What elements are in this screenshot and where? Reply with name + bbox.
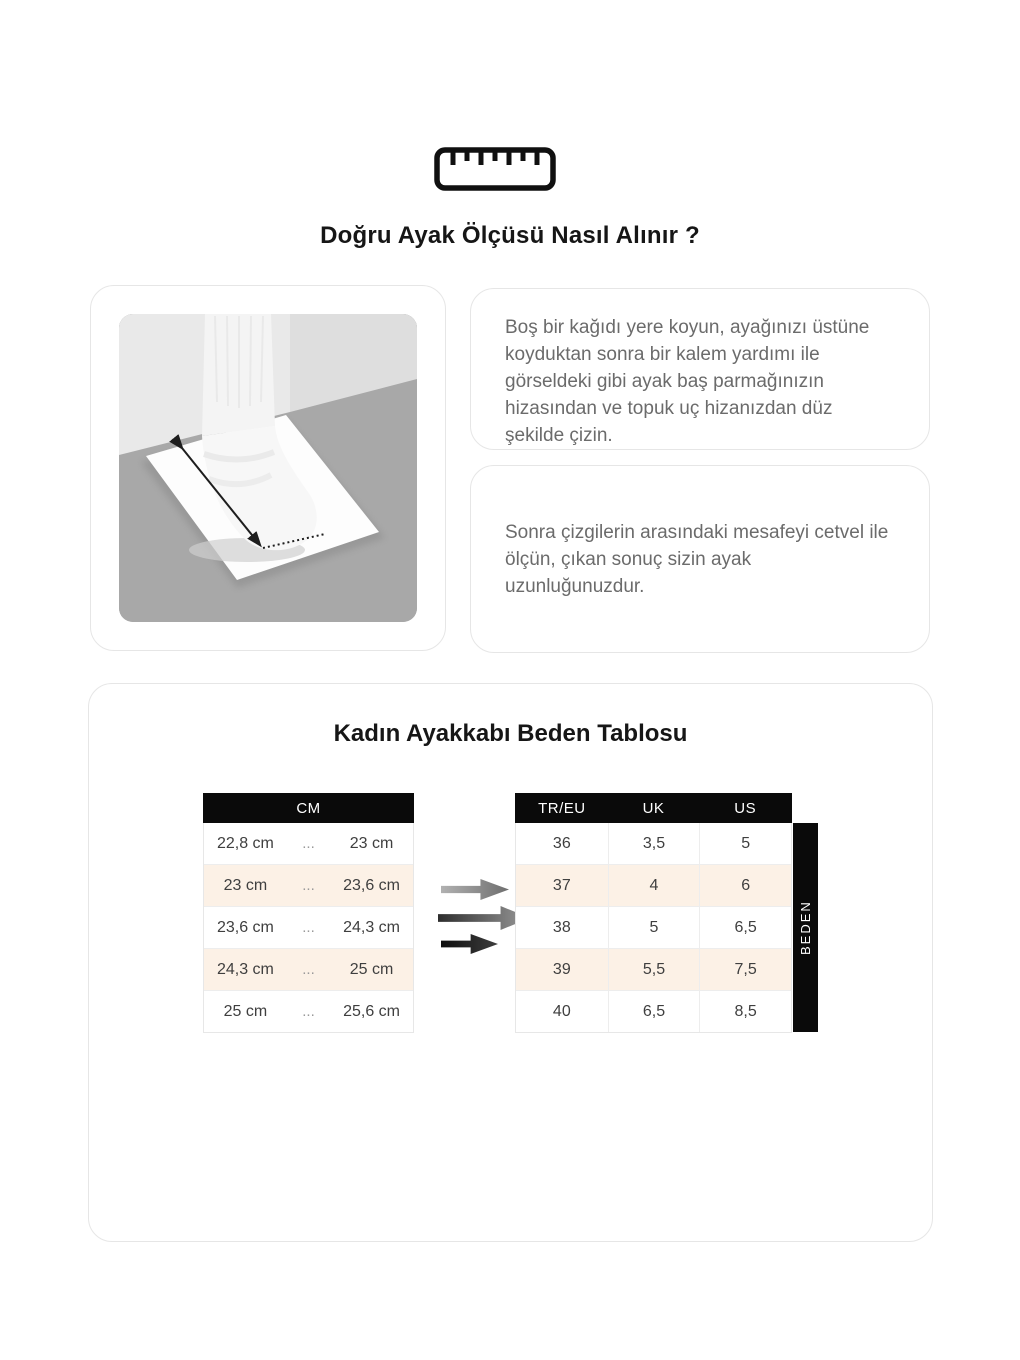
instruction-card-1 <box>470 288 930 450</box>
range-dots: ... <box>302 1003 315 1020</box>
cm-table <box>203 793 414 1033</box>
header-uk: UK <box>642 799 665 817</box>
size-tr-eu: 40 <box>552 1002 571 1020</box>
size-chart-card <box>88 683 933 1242</box>
range-dots: ... <box>302 835 315 852</box>
size-tr-eu: 39 <box>552 960 571 978</box>
size-tr-eu: 38 <box>552 918 571 936</box>
measurement-photo-card <box>90 285 446 651</box>
range-dots: ... <box>302 919 315 936</box>
cm-min: 23,6 cm <box>216 918 274 936</box>
cm-table-row <box>204 906 413 948</box>
arrow-right-icon <box>441 934 498 954</box>
cm-max: 23 cm <box>349 834 394 852</box>
beden-side-label: BEDEN <box>793 823 818 1032</box>
cm-table-row <box>204 864 413 906</box>
size-uk: 5,5 <box>608 949 700 990</box>
size-uk: 5 <box>608 907 700 948</box>
cm-table-row <box>204 823 413 864</box>
size-us: 6,5 <box>699 907 791 948</box>
size-row <box>516 823 791 864</box>
size-row <box>516 906 791 948</box>
instruction-step-1: Boş bir kağıdı yere koyun, ayağınızı üstüne koyduktan sonra bir kalem yardımı ile görseldeki gibi ayak baş parmağınızın hizasından ve topuk uç hizanızdan düz şekilde çizin. <box>505 317 870 446</box>
size-us: 5 <box>699 823 791 864</box>
range-dots: ... <box>302 877 315 894</box>
size-row <box>516 948 791 990</box>
foot-measurement-photo <box>119 314 417 622</box>
size-conversion-header <box>515 793 792 823</box>
cm-table-row <box>204 948 413 990</box>
cm-min: 24,3 cm <box>216 960 274 978</box>
cm-max: 25,6 cm <box>343 1002 400 1020</box>
cm-max: 24,3 cm <box>343 918 400 936</box>
size-uk: 3,5 <box>608 823 700 864</box>
size-tr-eu: 36 <box>552 834 571 852</box>
cm-min: 22,8 cm <box>216 834 274 852</box>
page-title: Doğru Ayak Ölçüsü Nasıl Alınır ? <box>320 222 700 249</box>
cm-max: 25 cm <box>349 960 394 978</box>
header-us: US <box>734 799 757 817</box>
size-us: 7,5 <box>699 949 791 990</box>
size-row <box>516 864 791 906</box>
arrow-right-icon <box>441 879 509 900</box>
cm-max: 23,6 cm <box>343 876 400 894</box>
size-us: 8,5 <box>699 991 791 1032</box>
instruction-step-2: Sonra çizgilerin arasındaki mesafeyi cetvel ile ölçün, çıkan sonuç sizin ayak uzunluğunuzdur. <box>505 521 889 597</box>
instruction-card-2 <box>470 465 930 653</box>
cm-min: 25 cm <box>223 1002 268 1020</box>
range-dots: ... <box>302 961 315 978</box>
size-row <box>516 990 791 1032</box>
cm-table-row <box>204 990 413 1032</box>
cm-min: 23 cm <box>223 876 268 894</box>
size-us: 6 <box>699 865 791 906</box>
ruler-icon <box>434 147 556 191</box>
size-tr-eu: 37 <box>552 876 571 894</box>
cm-table-header: CM <box>203 793 414 823</box>
size-uk: 6,5 <box>608 991 700 1032</box>
size-uk: 4 <box>608 865 700 906</box>
size-conversion-table <box>515 793 792 1033</box>
header-tr-eu: TR/EU <box>538 799 586 817</box>
size-chart-title: Kadın Ayakkabı Beden Tablosu <box>333 720 688 747</box>
